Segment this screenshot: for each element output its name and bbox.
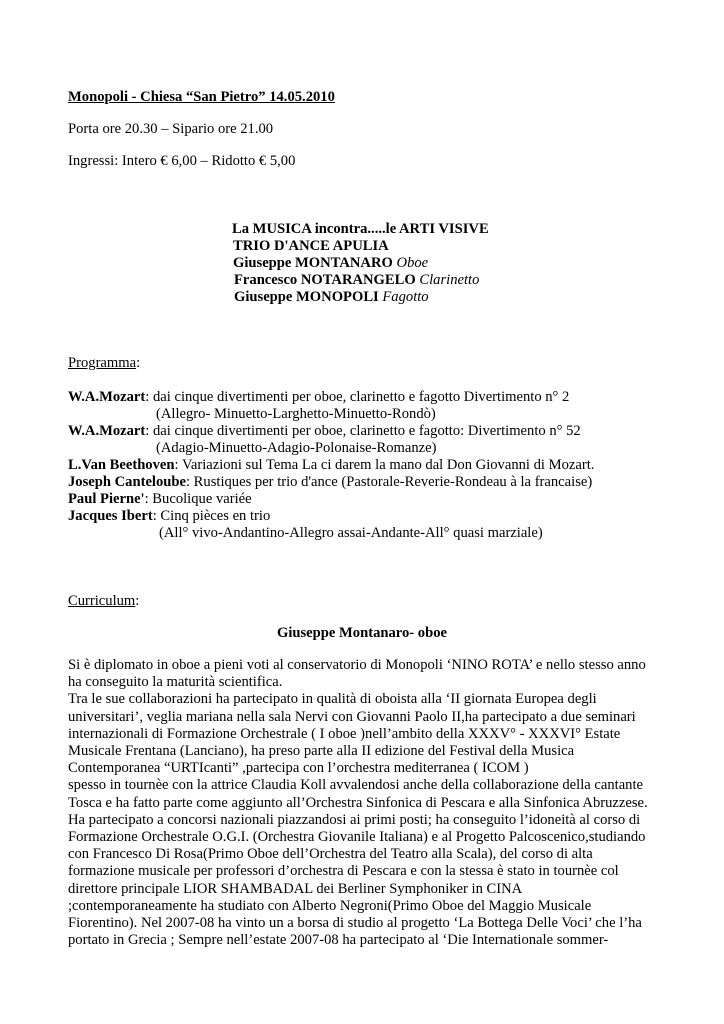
composer-name: Joseph Canteloube: [68, 474, 186, 490]
body-line: con Francesco Di Rosa(Primo Oboe dell’Orchestra del Teatro alla Scala), del corso di alta: [68, 846, 593, 863]
body-line: Musicale Frentana (Lanciano), ha preso parte alla II edizione del Festival della Musica: [68, 743, 575, 760]
curriculum-body: [68, 657, 656, 949]
program-item: [68, 389, 569, 406]
curriculum-subtitle: [0, 625, 724, 642]
program-piece: : dai cinque divertimenti per oboe, clarinetto e fagotto Divertimento n° 2: [145, 389, 570, 405]
program-movements: (Adagio-Minuetto-Adagio-Polonaise-Romanze): [156, 440, 437, 456]
body-line: Si è diplomato in oboe a pieni voti al conservatorio di Monopoli ‘NINO ROTA’ e nello stesso anno: [68, 657, 646, 673]
composer-name: Paul Pierne': [68, 491, 145, 507]
body-line: Fiorentino). Nel 2007-08 ha vinto un a borsa di studio al progetto ‘La Bottega Delle Voci’ che l’ha: [68, 915, 642, 932]
body-line: ;contemporaneamente ha studiato con Alberto Negroni(Primo Oboe del Maggio Musicale: [68, 897, 592, 914]
program-piece: : Bucolique variée: [144, 491, 252, 507]
concert-times: Porta ore 20.30 – Sipario ore 21.00: [68, 121, 274, 137]
performer-name: Giuseppe MONTANARO: [233, 255, 393, 271]
body-line: portato in Grecia ; Sempre nell’estate 2007-08 ha partecipato al ‘Die Internationale sommer-: [68, 932, 609, 949]
body-line: Formazione Orchestrale O.G.I. (Orchestra Giovanile Italiana) e al Progetto Palcoscenico,studiando: [68, 829, 646, 846]
program-piece: : Rustiques per trio d'ance (Pastorale-Reverie-Rondeau à la francaise): [185, 474, 593, 490]
performer-instrument: Fagotto: [382, 289, 429, 305]
performer-instrument: Clarinetto: [419, 272, 480, 288]
body-line: direttore principale LIOR SHAMBADAL dei Berliner Symphoniker in CINA: [68, 880, 523, 897]
curriculum-heading-label: Curriculum: [68, 593, 136, 609]
body-line: ha conseguito la maturità scientifica.: [68, 674, 283, 691]
composer-name: Jacques Ibert: [68, 508, 153, 524]
composer-name: W.A.Mozart: [68, 423, 146, 439]
curriculum-subtitle-text: Giuseppe Montanaro- oboe: [276, 625, 447, 641]
program-item: [68, 457, 594, 474]
composer-name: L.Van Beethoven: [68, 457, 175, 473]
program-item: [68, 423, 581, 440]
program-piece: : Variazioni sul Tema La ci darem la mano dal Don Giovanni di Mozart.: [174, 457, 595, 473]
event-title: La MUSICA incontra.....le ARTI VISIVE: [232, 221, 489, 237]
program-piece: : dai cinque divertimenti per oboe, clarinetto e fagotto: Divertimento n° 52: [145, 423, 581, 439]
ticket-prices: Ingressi: Intero € 6,00 – Ridotto € 5,00: [68, 153, 296, 169]
body-line: Ha partecipato a concorsi nazionali piazzandosi ai primi posti; ha conseguito l’idoneità al corso di: [68, 811, 641, 828]
body-line: universitari’, veglia mariana nella sala Nervi con Giovanni Paolo II,ha partecipato a due seminari: [68, 708, 636, 725]
body-line: formazione musicale per professori d’orchestra di Pescara e con la stessa è stato in tournèe col: [68, 863, 619, 880]
program-heading-colon: :: [136, 355, 141, 371]
performer-line: [233, 255, 428, 272]
program-item: [68, 508, 270, 525]
performer-name: Giuseppe MONOPOLI: [234, 289, 379, 305]
concert-title: Monopoli - Chiesa “San Pietro” 14.05.2010: [68, 89, 335, 105]
body-line: Tra le sue collaborazioni ha partecipato in qualità di oboista alla ‘II giornata Europea degli: [68, 691, 597, 708]
performer-line: [234, 289, 429, 306]
program-heading-label: Programma: [68, 355, 137, 371]
body-line: Tosca e ha fatto parte come aggiunto all’Orchestra Sinfonica di Pescara e alla Sinfonica Abruzzese.: [68, 794, 648, 811]
composer-name: W.A.Mozart: [68, 389, 146, 405]
performer-instrument: Oboe: [396, 255, 429, 271]
body-line: spesso in tournèe con la attrice Claudia Koll avvalendosi anche della collaborazione della cantante: [68, 777, 644, 794]
program-movements: (Allegro- Minuetto-Larghetto-Minuetto-Rondò): [156, 406, 436, 422]
performer-line: [234, 272, 479, 289]
body-line: Contemporanea “URTIcanti” ,partecipa con l’orchestra mediterranea ( ICOM ): [68, 760, 529, 777]
curriculum-heading-colon: :: [135, 593, 140, 609]
program-item: [68, 474, 592, 491]
curriculum-heading: [68, 593, 139, 610]
performer-name: Francesco NOTARANGELO: [234, 272, 416, 288]
body-line: internazionali di Formazione Orchestrale ( I oboe )nell’ambito della XXXV° - XXXVI° Estate: [68, 725, 621, 742]
program-heading: [68, 355, 140, 372]
ensemble-name: TRIO D'ANCE APULIA: [233, 238, 389, 254]
program-item: [68, 491, 252, 508]
program-movements: (All° vivo-Andantino-Allegro assai-Andante-All° quasi marziale): [159, 525, 543, 541]
program-piece: : Cinq pièces en trio: [152, 508, 271, 524]
